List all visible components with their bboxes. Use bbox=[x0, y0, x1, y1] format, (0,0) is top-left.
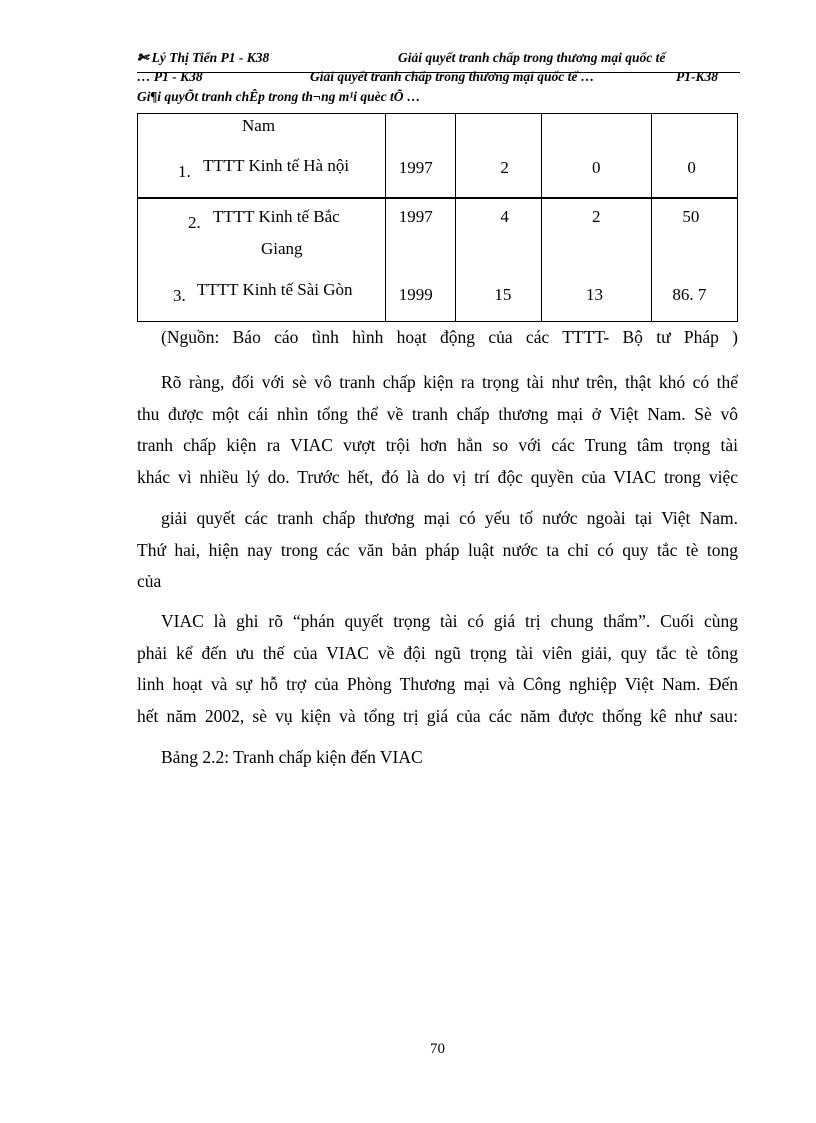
paragraph-3 bbox=[137, 606, 738, 732]
table-cell bbox=[541, 198, 651, 277]
row-col3: 15 bbox=[494, 285, 512, 304]
table-cell bbox=[456, 277, 542, 322]
page-number: 70 bbox=[430, 1041, 445, 1057]
text-line: khác vì nhiều lý do. Trước hết, đó là do vị trí độc quyền của VIAC trong việc bbox=[137, 466, 738, 487]
table-cell-year bbox=[385, 198, 456, 277]
row-col4: 13 bbox=[585, 285, 603, 304]
table-cell bbox=[652, 198, 738, 277]
header-author: ✄ Lý Thị Tiến P1 - K38 bbox=[137, 50, 270, 65]
row-col3: 2 bbox=[500, 158, 509, 177]
paragraph-2 bbox=[137, 503, 738, 598]
row-name-cont: Giang bbox=[261, 239, 303, 258]
table-cell-name bbox=[138, 114, 386, 199]
row-col5: 0 bbox=[687, 158, 696, 177]
table-cell-name-pre: Nam bbox=[242, 116, 276, 135]
paragraph-1 bbox=[137, 367, 738, 493]
table-cell bbox=[456, 198, 542, 277]
header-title-repeat: Giải quyết tranh chấp trong thương mại quốc tế … bbox=[310, 69, 595, 84]
header-rule bbox=[137, 72, 740, 73]
row-col5: 50 bbox=[682, 207, 700, 226]
text-line: giải quyết các tranh chấp thương mại có yếu tố nước ngoài tại Việt Nam. bbox=[161, 508, 738, 528]
row-index: 2. bbox=[188, 213, 201, 232]
table-row bbox=[138, 277, 738, 322]
row-col3: 4 bbox=[500, 207, 509, 226]
table-row bbox=[138, 114, 738, 199]
text-line: linh hoạt và sự hỗ trợ của Phòng Thương mại và Công nghiệp Việt Nam. Đến bbox=[137, 674, 738, 694]
row-name: TTTT Kinh tế Hà nội bbox=[203, 156, 350, 175]
table-cell bbox=[456, 114, 542, 199]
row-col5: 86. 7 bbox=[672, 285, 707, 304]
table-cell-name bbox=[138, 277, 386, 322]
row-year: 1997 bbox=[398, 158, 433, 177]
row-year: 1999 bbox=[398, 285, 433, 304]
header-garbled-title: Gi¶i quyÕt tranh chÊp trong th¬ng m¹i quèc tÕ … bbox=[137, 89, 421, 104]
table-cell bbox=[541, 277, 651, 322]
table-cell bbox=[652, 277, 738, 322]
text-line: thu được một cái nhìn tổng thể về tranh chấp thương mại ở Việt Nam. Sè vô bbox=[137, 403, 738, 424]
header-class-repeat: P1-K38 bbox=[676, 69, 718, 84]
header-author-repeat: … P1 - K38 bbox=[137, 69, 203, 84]
text-line: tranh chấp kiện ra VIAC vượt trội hơn hẳn so với các Trung tâm trọng tài bbox=[137, 435, 738, 455]
table-caption: Bảng 2.2: Tranh chấp kiện đến VIAC bbox=[161, 747, 423, 767]
row-year: 1997 bbox=[398, 207, 433, 226]
row-index: 3. bbox=[173, 286, 186, 305]
text-line: của bbox=[137, 571, 162, 591]
table-row bbox=[138, 198, 738, 277]
row-col4: 2 bbox=[591, 207, 601, 226]
table-cell-year bbox=[385, 114, 456, 199]
text-line: VIAC là ghi rõ “phán quyết trọng tài có giá trị chung thẩm”. Cuối cùng bbox=[161, 611, 738, 631]
table-cell-year bbox=[385, 277, 456, 322]
table-source: (Nguồn: Báo cáo tình hình hoạt động của các TTTT- Bộ tư Pháp ) bbox=[161, 327, 738, 347]
table-cell-name bbox=[138, 198, 386, 277]
text-line: Thứ hai, hiện nay trong các văn bản pháp luật nước ta chỉ có quy tắc tè tong bbox=[137, 539, 738, 560]
row-col4: 0 bbox=[591, 158, 601, 177]
text-line: hết năm 2002, sè vụ kiện và tổng trị giá của các năm được thống kê như sau: bbox=[137, 705, 738, 726]
row-index: 1. bbox=[178, 162, 191, 181]
text-line: Rõ ràng, đối với sè vô tranh chấp kiện ra trọng tài như trên, thật khó có thể bbox=[161, 372, 738, 392]
text-line: phải kể đến ưu thế của VIAC về đội ngũ trọng tài viên giải, quy tắc tè tông bbox=[137, 642, 738, 663]
table-cell bbox=[652, 114, 738, 199]
row-name: TTTT Kinh tế Sài Gòn bbox=[197, 280, 353, 299]
header-title: Giải quyết tranh chấp trong thương mại quốc tế bbox=[398, 50, 666, 65]
table-cell bbox=[541, 114, 651, 199]
arbitration-table bbox=[137, 113, 738, 322]
row-name: TTTT Kinh tế Bắc bbox=[213, 207, 340, 226]
